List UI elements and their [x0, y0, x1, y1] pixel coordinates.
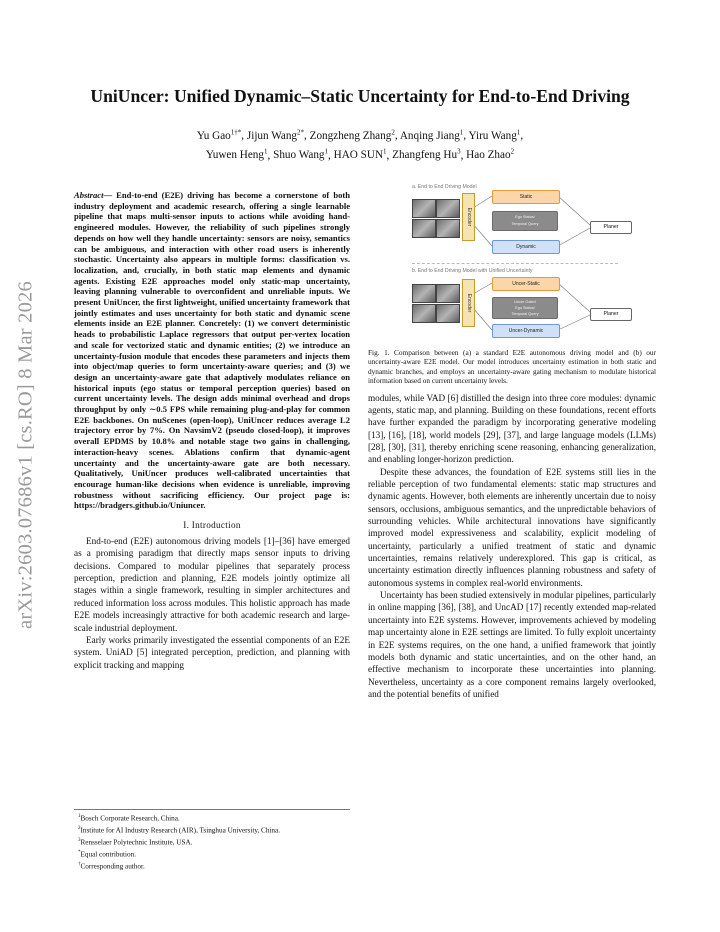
paper-title: UniUncer: Unified Dynamic–Static Uncertainty for End-to-End Driving — [90, 86, 630, 106]
camera-image — [436, 219, 460, 238]
figure-label-a: a. End to End Driving Model — [412, 184, 477, 190]
author: Anqing Jiang$^1$ — [399, 128, 464, 142]
camera-image — [412, 304, 436, 323]
paragraph: modules, while VAD [6] distilled the design into three core modules: dynamic agents, static map, and planning. Building on these foundations, recent efforts have further expanded the paradigm by incorporating generative modeling [13], [16], [18], world models [29], [37], and large language models (LLMs) [28], [30], [31], thereby enriching scene reasoning, enhancing generalization, and enabling longer-horizon prediction. — [368, 392, 656, 465]
left-column — [74, 190, 350, 671]
author: Zongzheng Zhang$^2$ — [309, 128, 395, 142]
author-list: Yu Gao$^{1\dagger*}$, Jijun Wang$^{2*}$, Zongzheng Zhang$^2$, Anqing Jiang$^1$, Yiru Wang$^1$, Yuwen Heng$^1$, Shuo Wang$^1$, HAO SUN$^1$, Zhangfeng Hu$^3$, Hao Zhao$^2$ — [196, 128, 524, 162]
camera-image — [412, 219, 436, 238]
author: Hao Zhao$^2$ — [466, 147, 515, 162]
uncer-static-block: Uncer-Static — [492, 277, 560, 291]
figure-1 — [368, 182, 656, 348]
abstract — [74, 190, 350, 511]
footnote: †Corresponding author. — [78, 861, 145, 871]
camera-image — [412, 284, 436, 303]
section-heading: I. Introduction — [183, 520, 241, 531]
camera-image — [412, 199, 436, 218]
author: Shuo Wang$^1$ — [273, 147, 329, 162]
author: HAO SUN$^1$ — [333, 147, 387, 162]
camera-image — [436, 304, 460, 323]
dynamic-block: Dynamic — [492, 240, 560, 254]
footnote: $^2$Institute for AI Industry Research (AIR), Tsinghua University, China. — [78, 825, 281, 835]
arxiv-identifier: arXiv:2603.07686v1 [cs.RO] 8 Mar 2026 — [14, 281, 37, 629]
camera-image — [436, 199, 460, 218]
abstract-text: — End-to-end (E2E) driving has become a cornerstone of both industry deployment and academic research, offering a single learnable pipeline that maps multi-sensor inputs to actions while avoiding hand-engineered modules. However, the reliability of such pipelines strongly depends on how well they handle uncertainty: sensors are noisy, semantics can be ambiguous, and interaction with other road users is inherently stochastic. Uncertainty also appears in multiple forms: classification vs. localization, and, crucially, in both static map elements and dynamic agents. Existing E2E approaches model only static-map uncertainty, leaving planning vulnerable to overconfident and unreliable inputs. We present UniUncer, the first lightweight, unified uncertainty framework that jointly estimates and uses uncertainty for both static and dynamic scene elements inside an E2E planner. Concretely: (1) we convert deterministic heads to probabilistic Laplace regressors that output per-vertex location and scale for vectorized static and dynamic entities; (2) we introduce an uncertainty-fusion module that encodes these parameters and injects them into object/map queries to form uncertainty-aware queries; and (3) we design an uncertainty-aware gate that adaptively modulates reliance on historical inputs (ego status or temporal perception queries) based on current uncertainty levels. The design adds minimal overhead and drops throughput by only ∼0.5 FPS while remaining plug-and-play for common E2E backbones. On nuScenes (open-loop), UniUncer reduces average L2 trajectory error by 7%. On NavsimV2 (pseudo closed-loop), it improves overall EPDMS by 10.8% and notable stage two gains in challenging, interaction-heavy scenes. Ablations confirm that dynamic-agent uncertainty and the uncertainty-aware gate are both necessary. Qualitatively, UniUncer produces well-calibrated uncertainties that encourage human-like decisions when evidence is unreliable, improving robustness without sacrificing efficiency. Our project page is: https://bradgers.github.io/Uniuncer. — [74, 190, 350, 511]
camera-image — [436, 284, 460, 303]
paragraph: Despite these advances, the foundation of E2E systems still lies in the reliable perception of two fundamental elements: static map structures and dynamic agents. However, both elements are inherently uncertain due to noisy sensors, occlusions, ambiguous semantics, and the unpredictable behaviors of surrounding vehicles. While architectural innovations have significantly improved model expressiveness and scalability, explicit modeling of uncertainty, particularly a unified treatment of static and dynamic uncertainties, remains relatively underexplored. This gap is critical, as uncertainty estimation directly influences planning robustness and safety of autonomous systems in complex real-world environments. — [368, 466, 656, 588]
temporal-query-block: Ego Status/ Temporal Query — [492, 211, 558, 231]
encoder-block: Encoder — [462, 193, 475, 241]
planer-block: Planer — [590, 308, 632, 321]
figure-caption: Fig. 1. Comparison between (a) a standard E2E autonomous driving model and (b) our uncertainty-aware E2E model. Our model introduces uncertainty estimation in both static and dynamic branches, and employs an uncertainty-aware gating mechanism to modulate historical information based on current uncertainty levels. — [368, 348, 656, 386]
footnote: *Equal contribution. — [78, 849, 136, 859]
footnotes — [74, 809, 350, 872]
footnote: $^3$Rensselaer Polytechnic Institute, USA. — [78, 837, 193, 847]
footnote: $^1$Bosch Corporate Research, China. — [78, 814, 180, 823]
encoder-block: Encoder — [462, 279, 475, 327]
figure-divider — [412, 263, 618, 264]
author: Jijun Wang$^{2*}$ — [246, 128, 305, 142]
static-block: Static — [492, 190, 560, 204]
author: Yu Gao$^{1\dagger*}$ — [196, 128, 242, 142]
uncer-gated-query-block: Uncer Gated Ego Status/ Temporal Query — [492, 297, 558, 319]
paragraph: End-to-end (E2E) autonomous driving models [1]–[36] have emerged as a promising paradigm that directly maps sensor inputs to driving decisions. Compared to modular pipelines that separately process perception, prediction and planning, E2E models jointly optimize all stages within a single framework, resulting in simpler architectures and reduced information loss across modules. This holistic approach has made E2E models increasingly attractive for both academic research and large-scale industrial deployment. — [74, 536, 350, 633]
uncer-dynamic-block: Uncer-Dynamic — [492, 324, 560, 338]
figure-label-b: b. End to End Driving Model with Unified Uncertainty — [412, 268, 533, 274]
planer-block: Planer — [590, 221, 632, 234]
paragraph: Uncertainty has been studied extensively in modular pipelines, particularly in online mapping [36], [38], and UncAD [17] recently extended map-related uncertainty into E2E systems. However, improvements achieved by modeling map uncertainty alone in E2E settings are limited. To fully exploit uncertainty in E2E systems requires, on the one hand, a unified framework that jointly models both dynamic and static uncertainties, and on the other hand, an effective mechanism to incorporate these uncertainties into planning. Nevertheless, uncertainty as a core component remains largely overlooked, and the potential benefits of unified — [368, 590, 656, 699]
abstract-label: Abstract — [74, 190, 104, 200]
right-column — [368, 182, 656, 700]
author: Yuwen Heng$^1$ — [205, 147, 268, 162]
author: Zhangfeng Hu$^3$ — [392, 147, 461, 162]
paragraph: Early works primarily investigated the essential components of an E2E system. UniAD [5] integrated perception, prediction, and planning with explicit tracking and mapping — [74, 634, 350, 670]
author: Yiru Wang$^1$ — [468, 128, 521, 142]
